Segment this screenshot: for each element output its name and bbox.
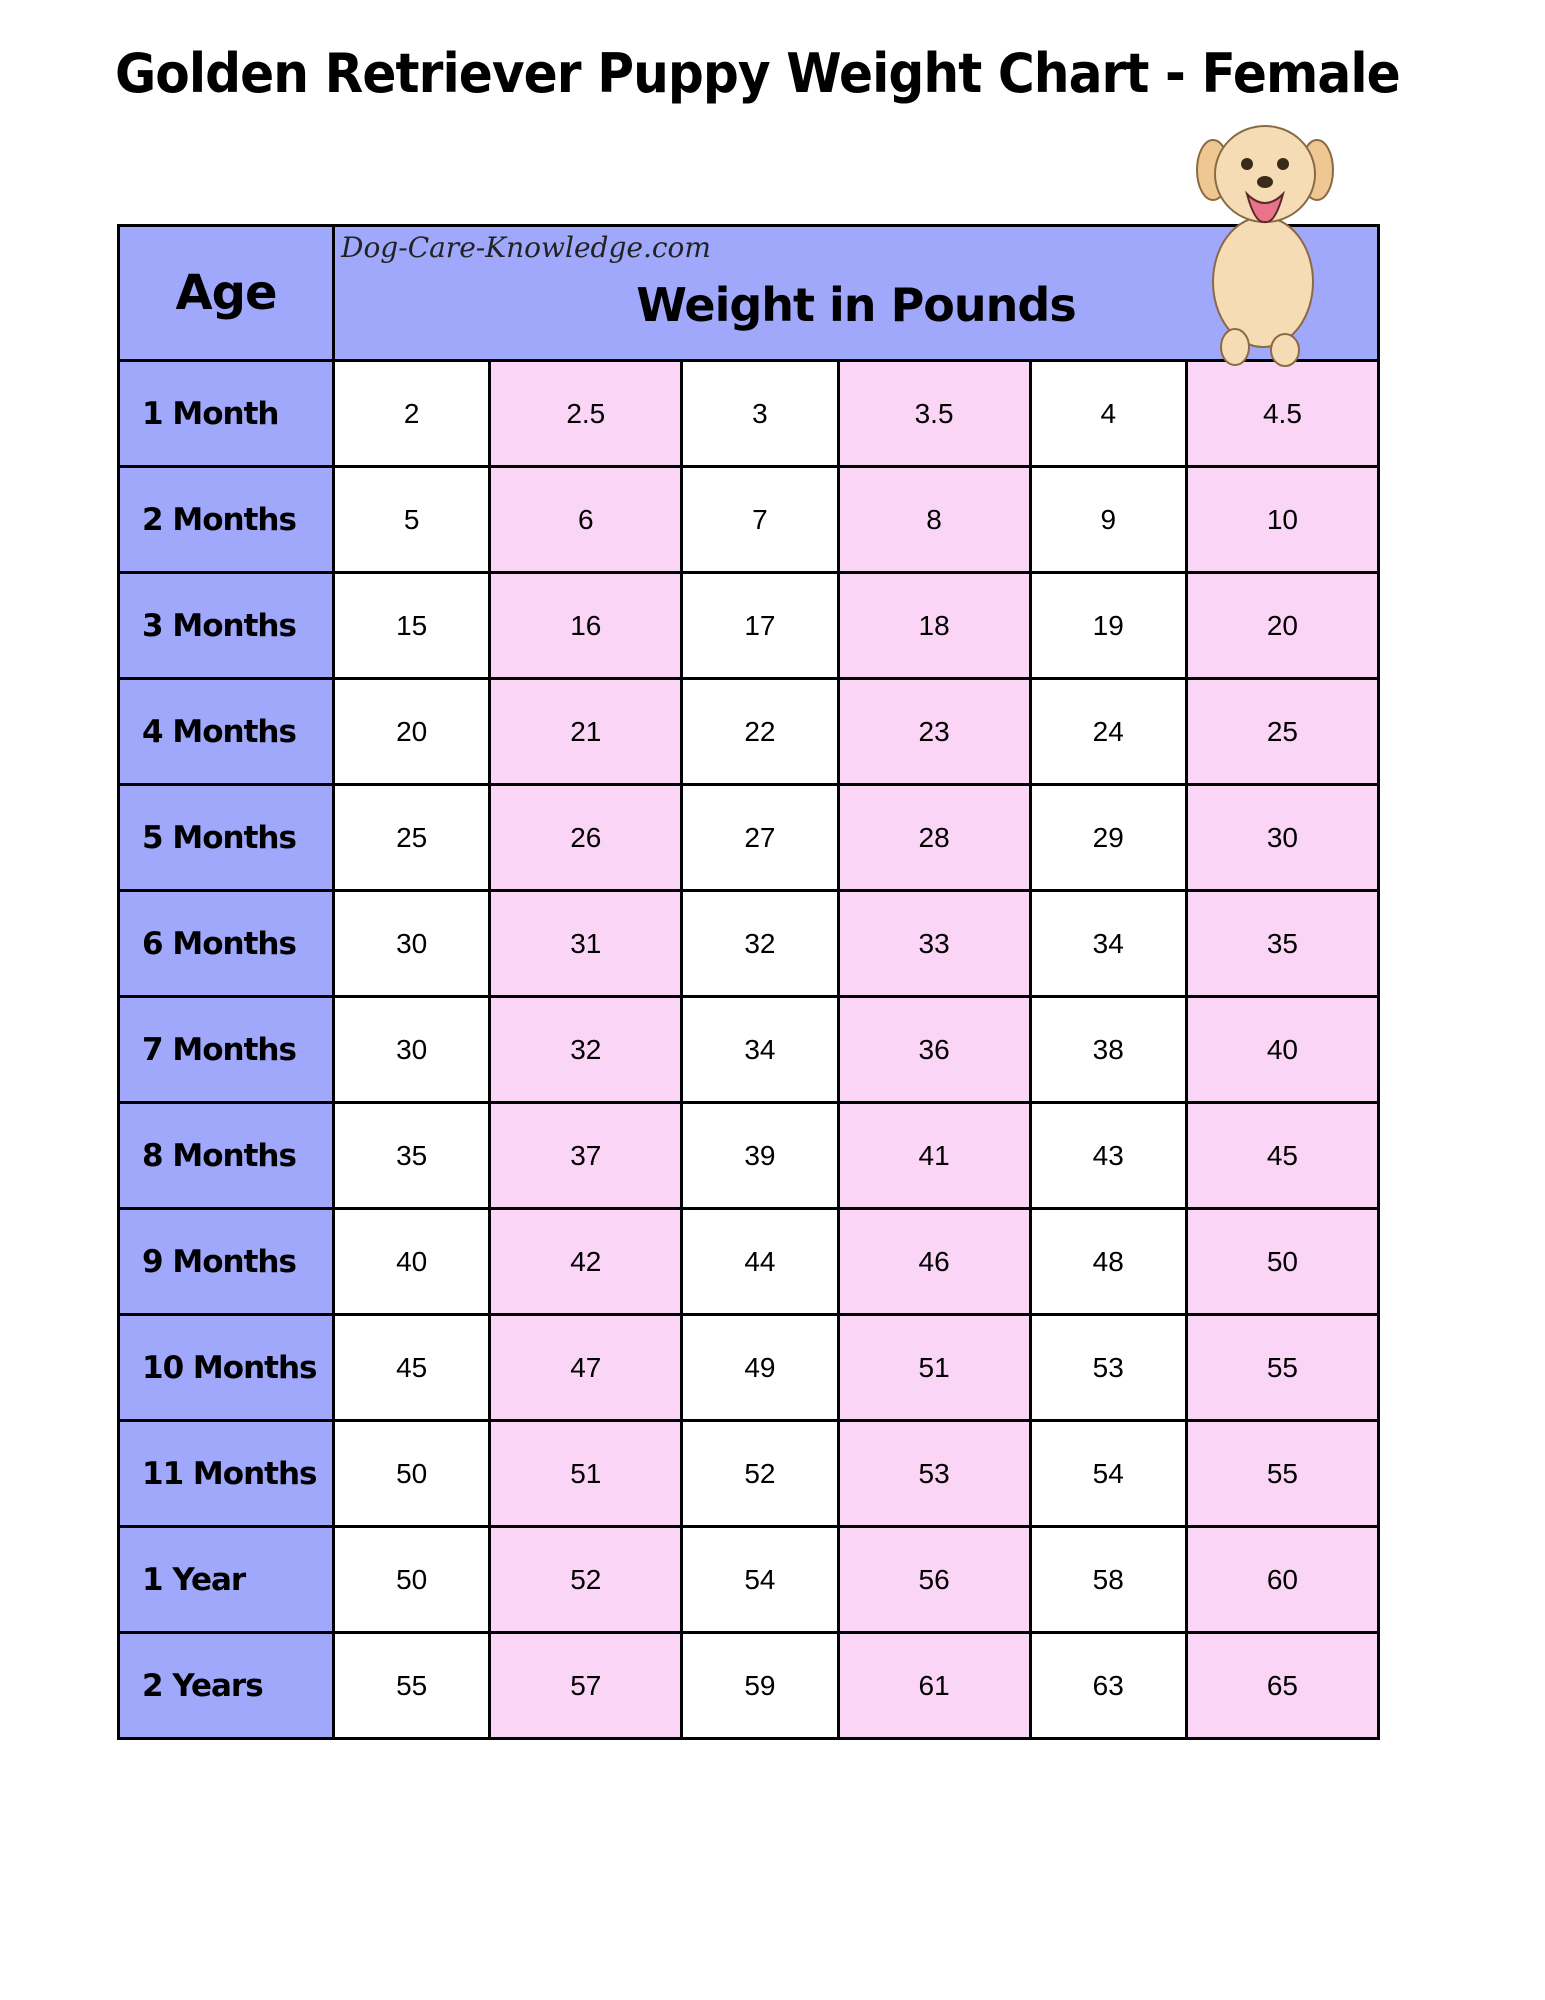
table-row (119, 997, 1379, 1103)
weight-cell: 45 (1186, 1103, 1378, 1209)
weight-cell: 9 (1030, 467, 1186, 573)
weight-cell: 35 (334, 1103, 490, 1209)
table-row (119, 1103, 1379, 1209)
table-row (119, 679, 1379, 785)
weight-cell: 7 (682, 467, 838, 573)
weight-cell: 55 (1186, 1421, 1378, 1527)
weight-cell: 59 (682, 1633, 838, 1739)
table-row (119, 361, 1379, 467)
weight-cell: 32 (490, 997, 682, 1103)
weight-cell: 42 (490, 1209, 682, 1315)
weight-cell: 16 (490, 573, 682, 679)
weight-cell: 4.5 (1186, 361, 1378, 467)
age-cell: 4 Months (119, 679, 334, 785)
weight-cell: 36 (838, 997, 1030, 1103)
age-cell: 8 Months (119, 1103, 334, 1209)
age-cell: 2 Months (119, 467, 334, 573)
weight-cell: 55 (334, 1633, 490, 1739)
weight-cell: 21 (490, 679, 682, 785)
weight-cell: 38 (1030, 997, 1186, 1103)
weight-cell: 44 (682, 1209, 838, 1315)
weight-cell: 24 (1030, 679, 1186, 785)
age-cell: 6 Months (119, 891, 334, 997)
weight-cell: 30 (1186, 785, 1378, 891)
weight-cell: 2.5 (490, 361, 682, 467)
weight-cell: 60 (1186, 1527, 1378, 1633)
table-row (119, 1633, 1379, 1739)
weight-cell: 51 (838, 1315, 1030, 1421)
weight-cell: 41 (838, 1103, 1030, 1209)
table-row (119, 1209, 1379, 1315)
weight-cell: 22 (682, 679, 838, 785)
weight-cell: 50 (1186, 1209, 1378, 1315)
weight-cell: 27 (682, 785, 838, 891)
weight-cell: 56 (838, 1527, 1030, 1633)
weight-cell: 32 (682, 891, 838, 997)
age-header: Age (119, 226, 334, 361)
table-row (119, 785, 1379, 891)
page-title: Golden Retriever Puppy Weight Chart - Female (115, 42, 1400, 105)
table-row (119, 1315, 1379, 1421)
weight-cell: 25 (334, 785, 490, 891)
weight-cell: 40 (334, 1209, 490, 1315)
table-row (119, 1421, 1379, 1527)
weight-cell: 2 (334, 361, 490, 467)
weight-cell: 39 (682, 1103, 838, 1209)
weight-cell: 51 (490, 1421, 682, 1527)
weight-cell: 57 (490, 1633, 682, 1739)
weight-cell: 17 (682, 573, 838, 679)
weight-cell: 58 (1030, 1527, 1186, 1633)
weight-header-label: Weight in Pounds (636, 278, 1076, 332)
weight-cell: 37 (490, 1103, 682, 1209)
age-cell: 5 Months (119, 785, 334, 891)
weight-cell: 49 (682, 1315, 838, 1421)
age-cell: 1 Year (119, 1527, 334, 1633)
weight-cell: 8 (838, 467, 1030, 573)
table-row (119, 467, 1379, 573)
table-row (119, 573, 1379, 679)
weight-cell: 31 (490, 891, 682, 997)
weight-cell: 4 (1030, 361, 1186, 467)
weight-cell: 63 (1030, 1633, 1186, 1739)
weight-cell: 19 (1030, 573, 1186, 679)
weight-cell: 50 (334, 1527, 490, 1633)
weight-cell: 52 (682, 1421, 838, 1527)
table-row (119, 891, 1379, 997)
weight-cell: 25 (1186, 679, 1378, 785)
weight-cell: 33 (838, 891, 1030, 997)
weight-cell: 30 (334, 997, 490, 1103)
age-cell: 2 Years (119, 1633, 334, 1739)
age-cell: 11 Months (119, 1421, 334, 1527)
weight-cell: 43 (1030, 1103, 1186, 1209)
weight-cell: 30 (334, 891, 490, 997)
weight-cell: 34 (682, 997, 838, 1103)
weight-cell: 52 (490, 1527, 682, 1633)
weight-cell: 23 (838, 679, 1030, 785)
weight-cell: 40 (1186, 997, 1378, 1103)
weight-cell: 65 (1186, 1633, 1378, 1739)
weight-cell: 47 (490, 1315, 682, 1421)
weight-cell: 29 (1030, 785, 1186, 891)
weight-cell: 53 (838, 1421, 1030, 1527)
watermark: Dog-Care-Knowledge.com (341, 231, 711, 264)
weight-cell: 26 (490, 785, 682, 891)
weight-cell: 15 (334, 573, 490, 679)
weight-cell: 55 (1186, 1315, 1378, 1421)
table-row (119, 1527, 1379, 1633)
weight-cell: 5 (334, 467, 490, 573)
weight-cell: 3.5 (838, 361, 1030, 467)
weight-cell: 48 (1030, 1209, 1186, 1315)
weight-cell: 46 (838, 1209, 1030, 1315)
weight-cell: 3 (682, 361, 838, 467)
age-cell: 3 Months (119, 573, 334, 679)
weight-cell: 34 (1030, 891, 1186, 997)
weight-cell: 54 (682, 1527, 838, 1633)
age-cell: 1 Month (119, 361, 334, 467)
weight-table (117, 224, 1380, 1740)
age-cell: 9 Months (119, 1209, 334, 1315)
weight-cell: 6 (490, 467, 682, 573)
weight-cell: 45 (334, 1315, 490, 1421)
age-cell: 7 Months (119, 997, 334, 1103)
age-cell: 10 Months (119, 1315, 334, 1421)
weight-cell: 35 (1186, 891, 1378, 997)
weight-cell: 20 (1186, 573, 1378, 679)
weight-cell: 53 (1030, 1315, 1186, 1421)
weight-cell: 18 (838, 573, 1030, 679)
weight-cell: 28 (838, 785, 1030, 891)
puppy-illustration (1185, 112, 1345, 368)
weight-cell: 20 (334, 679, 490, 785)
weight-cell: 61 (838, 1633, 1030, 1739)
weight-cell: 10 (1186, 467, 1378, 573)
weight-cell: 50 (334, 1421, 490, 1527)
weight-cell: 54 (1030, 1421, 1186, 1527)
